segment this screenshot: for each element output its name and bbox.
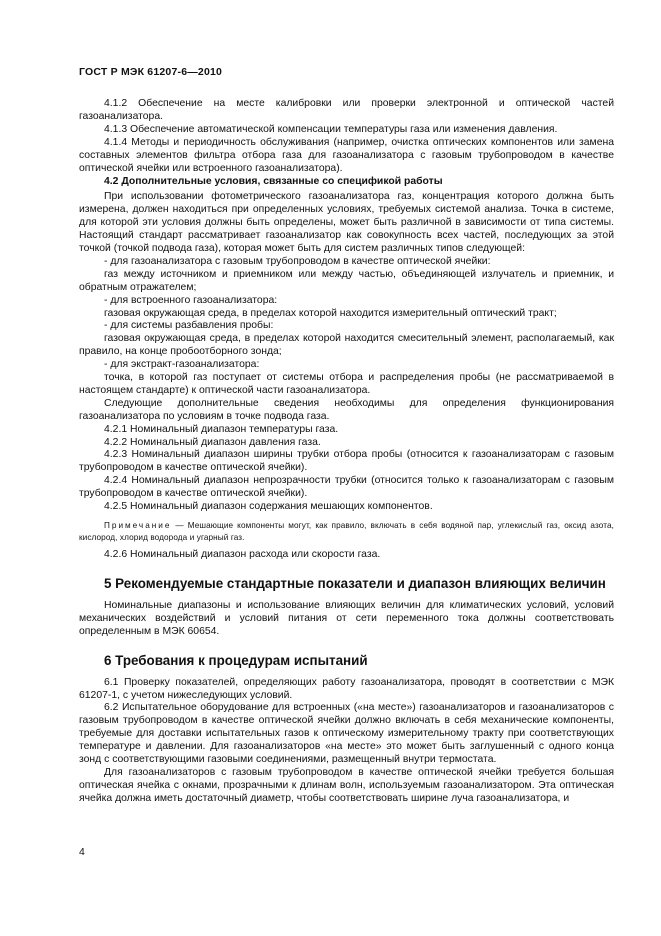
section-heading-6: 6 Требования к процедурам испытаний [104,652,368,668]
section-5-text: Номинальные диапазоны и использование влияющих величин для климатических условий, условий механических воздействий и условий питания от сети переменного тока должны соответствовать определенным в МЭК 60654. [79,599,614,637]
clause-6-2: 6.2 Испытательное оборудование для встроенных («на месте») газоанализаторов и газоанализаторов с газовым трубопроводом в качестве оптической ячейки должно включать в себя механические компоненты, требуемые для доставки испытательных газов к оптическому измерительному тракту при соответствующих температуре и давлении. Для газоанализаторов «на месте» это может быть заглушенный с одного конца зонд с соответствующими газовыми соединениями, размещенный внутри термостата. [79,702,614,766]
note-label: Примечание [104,521,172,530]
follow-paragraph: Следующие дополнительные сведения необходимы для определения функционирования газоанализатора по условиям в точке подвода газа. [79,397,614,422]
section-heading-4-2: 4.2 Дополнительные условия, связанные со спецификой работы [104,176,443,188]
section-heading-5: 5 Рекомендуемые стандартные показатели и диапазон влияющих величин [104,575,606,591]
clause-4-2-6: 4.2.6 Номинальный диапазон расхода или скорости газа. [104,549,381,560]
clause-4-2-5: 4.2.5 Номинальный диапазон содержания мешающих компонентов. [104,501,433,513]
list-item-2: - для встроенного газоанализатора: [104,294,278,306]
clause-4-2-3: 4.2.3 Номинальный диапазон ширины трубки отбора пробы (относится к газоанализаторам с газовым трубопроводом в качестве оптической ячейки). [79,449,614,474]
clause-4-2-1: 4.2.1 Номинальный диапазон температуры газа. [104,423,339,435]
clause-6-1: 6.1 Проверку показателей, определяющих работу газоанализатора, проводят в соответствии с МЭК 61207-1, с учетом нижеследующих условий. [79,676,614,701]
note-text: — Мешающие компоненты могут, как правило, включать в себя водяной пар, углекислый газ, оксид азота, кислород, хлорид водорода и угарный газ. [79,521,614,542]
document-header: ГОСТ Р МЭК 61207-6—2010 [79,66,223,78]
list-item-1-desc: газ между источником и приемником или между частью, объединяющей излучатель и приемник, и обратным отражателем; [79,268,614,293]
list-item-1: - для газоанализатора с газовым трубопроводом в качестве оптической ячейки: [104,255,491,267]
clause-6-2-continued: Для газоанализаторов с газовым трубопроводом в качестве оптической ячейки требуется большая оптическая ячейка с окнами, прозрачными к длинам волн, используемым газоанализатором. Эта оптическая ячейка должна иметь достаточный диаметр, чтобы соответствовать ширине луча газоанализатора, и [79,766,614,804]
clause-4-2-4: 4.2.4 Номинальный диапазон непрозрачности трубки (относится только к газоанализаторам с газовым трубопроводом в качестве оптической ячейки). [79,475,614,500]
list-item-3-desc: газовая окружающая среда, в пределах которой находится смесительный элемент, располагаемый, как правило, на конце пробоотборного зонда; [79,333,614,358]
list-item-4-desc: точка, в которой газ поступает от системы отбора и распределения пробы (не рассматриваемой в настоящем стандарте) к оптической части газоанализатора. [79,372,614,396]
clause-4-1-3: 4.1.3 Обеспечение автоматической компенсации температуры газа или изменения давления. [104,123,558,135]
note [79,520,614,543]
clause-4-1-4: 4.1.4 Методы и периодичность обслуживания (например, очистка оптических компонентов или замена составных элементов фильтра отбора газа для газоанализатора с газовым трубопроводом в качестве оптической ячейки или встроенного газоанализатора). [79,136,614,174]
list-item-4: - для экстракт-газоанализатора: [104,359,260,371]
clause-4-2-2: 4.2.2 Номинальный диапазон давления газа. [104,436,321,448]
intro-paragraph: При использовании фотометрического газоанализатора газ, концентрация которого должна быть измерена, должен находиться при определенных условиях, требуемых системой анализа. Точка в системе, для которой эти условия должны быть определены, может быть различной в зависимости от типа системы. Настоящий стандарт рассматривает газоанализатор как совокупность всех частей, последующих за этой точкой (точкой подвода газа), которая может быть для систем различных типов следующей: [79,191,614,254]
document-body [79,98,614,806]
list-item-2-desc: газовая окружающая среда, в пределах которой находится измерительный оптический тракт; [104,307,557,319]
clause-4-1-2: 4.1.2 Обеспечение на месте калибровки или проверки электронной и оптической частей газоанализатора. [79,98,614,122]
list-item-3: - для системы разбавления пробы: [104,320,274,332]
page-number: 4 [79,847,85,858]
